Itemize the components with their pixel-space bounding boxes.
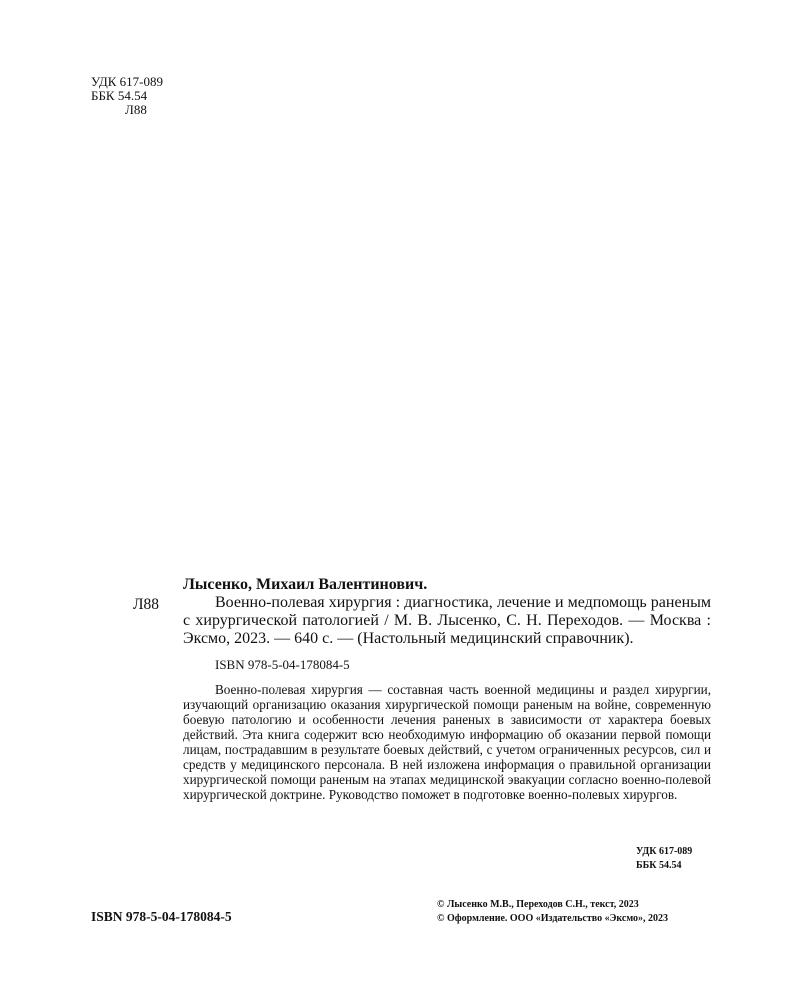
bibliographic-record bbox=[133, 575, 711, 802]
bottom-bbk-code: ББК 54.54 bbox=[636, 860, 682, 871]
bottom-classification bbox=[636, 845, 692, 873]
bottom-udk-code: УДК 617-089 bbox=[636, 846, 693, 857]
copyright-block bbox=[437, 898, 668, 926]
author-mark: Л88 bbox=[125, 102, 147, 117]
abstract-text: Военно-полевая хирургия — составная часть военной медицины и раздел хирургии, изучающий организацию оказания хирургической помощи раненым на войне, современную боевую патологию и особенности лечения раненых в зависимости от характера боевых действий. Эта книга содержит всю необходимую информацию об оказании первой помощи лицам, пострадавшим в результате боевых действий, с учетом ограниченных ресурсов, сил и средств у медицинского персонала. В ней изложена информация о правильной организации хирургической помощи раненым на этапах медицинской эвакуации согласно военно-полевой хирургической доктрине. Руководство поможет в подготовке военно-полевых хирургов. bbox=[183, 682, 711, 802]
isbn-bottom: ISBN 978-5-04-178084-5 bbox=[91, 909, 232, 924]
record-author-mark: Л88 bbox=[133, 596, 160, 613]
record-isbn: ISBN 978-5-04-178084-5 bbox=[215, 657, 350, 672]
copyright-design: © Оформление. ООО «Издательство «Эксмо», 2023 bbox=[437, 913, 668, 924]
copyright-text: © Лысенко М.В., Переходов С.Н., текст, 2023 bbox=[437, 899, 639, 910]
bbk-code: ББК 54.54 bbox=[91, 88, 148, 103]
classification-block bbox=[91, 75, 163, 117]
record-author: Лысенко, Михаил Валентинович. bbox=[183, 576, 428, 593]
record-description: Военно-полевая хирургия : диагностика, лечение и медпомощь раненым с хирургической патологией / М. В. Лысенко, С. Н. Переходов. — Москва : Эксмо, 2023. — 640 с. — (Настольный медицинский справочник). bbox=[183, 594, 711, 647]
udk-code: УДК 617-089 bbox=[91, 74, 164, 89]
